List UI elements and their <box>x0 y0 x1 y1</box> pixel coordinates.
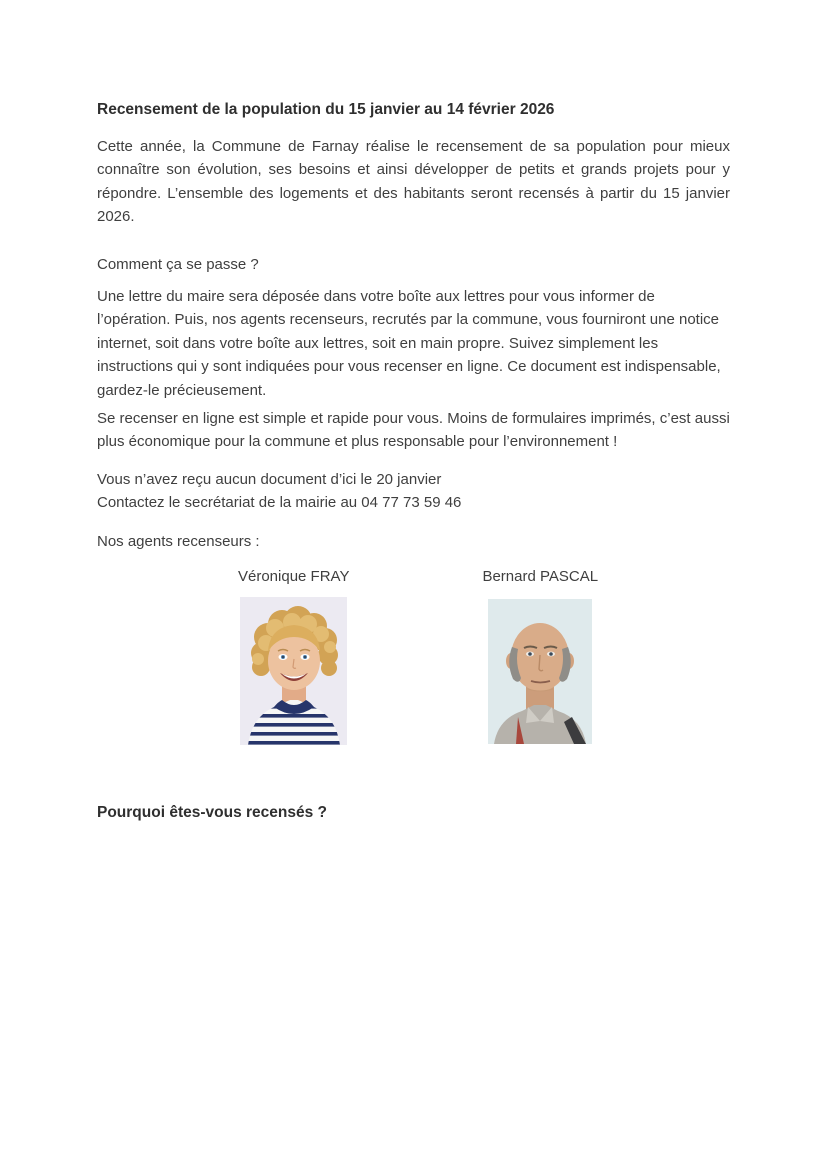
agent-name: Véronique FRAY <box>238 568 350 586</box>
online-paragraph: Se recenser en ligne est simple et rapide pour vous. Moins de formulaires imprimés, c’est aussi plus économique pour la commune et plus responsable pour l’environnement ! <box>97 410 730 451</box>
contact-line-1: Vous n’avez reçu aucun document d’ici le 20 janvier <box>97 470 442 488</box>
agents-row <box>97 565 730 744</box>
agent-column-bernard-pascal <box>482 565 598 744</box>
agent-column-veronique-fray <box>238 565 349 744</box>
contact-block <box>97 468 730 515</box>
agent-photo-veronique-fray-icon <box>240 597 347 745</box>
agents-heading: Nos agents recenseurs : <box>97 532 260 550</box>
main-title: Recensement de la population du 15 janvier au 14 février 2026 <box>97 101 555 118</box>
agent-photo-bernard-pascal-icon <box>488 599 592 744</box>
contact-line-2: Contactez le secrétariat de la mairie au 04 77 73 59 46 <box>97 494 462 512</box>
how-paragraph: Une lettre du maire sera déposée dans votre boîte aux lettres pour vous informer de l’opération. Puis, nos agents recenseurs, recrutés par la commune, vous fourniront une notice internet, soit dans votre boîte aux lettres, soit en main propre. Suivez simplement les instructions qui y sont indiquées pour vous recenser en ligne. Ce document est indispensable, gardez-le précieusement. <box>97 288 721 399</box>
intro-paragraph: Cette année, la Commune de Farnay réalise le recensement de sa population pour mieux connaître son évolution, ses besoins et ainsi développer de petits et grands projets pour y répondre. L’ensemble des logements et des habitants seront recensés à partir du 15 janvier 2026. <box>97 138 730 226</box>
how-heading: Comment ça se passe ? <box>97 255 259 273</box>
agent-name: Bernard PASCAL <box>482 568 599 586</box>
why-heading: Pourquoi êtes-vous recensés ? <box>97 803 327 821</box>
document-content <box>97 100 730 822</box>
